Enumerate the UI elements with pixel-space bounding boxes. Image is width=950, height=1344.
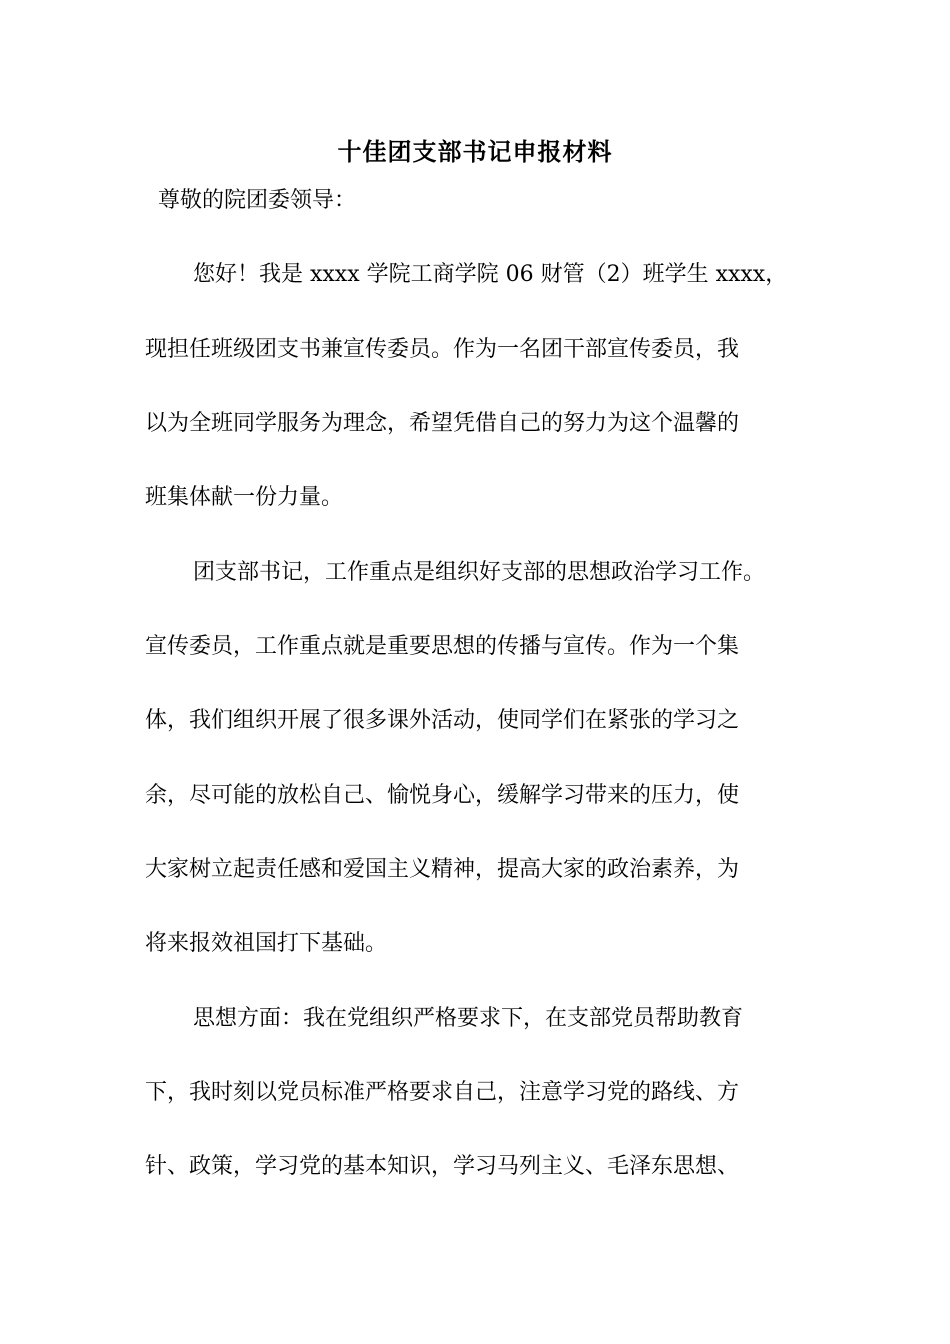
paragraph-line: 思想方面：我在党组织严格要求下，在支部党员帮助教育 <box>193 1006 744 1031</box>
paragraph-line: 余，尽可能的放松自己、愉悦身心，缓解学习带来的压力，使 <box>145 783 740 808</box>
paragraph-line: 现担任班级团支书兼宣传委员。作为一名团干部宣传委员，我 <box>145 337 740 362</box>
paragraph-line: 宣传委员，工作重点就是重要思想的传播与宣传。作为一个集 <box>145 634 740 659</box>
paragraph-line: 大家树立起责任感和爱国主义精神，提高大家的政治素养，为 <box>145 857 740 882</box>
paragraph-line: 您好！我是 xxxx 学院工商学院 06 财管（2）班学生 xxxx， <box>193 262 788 287</box>
paragraph-line: 体，我们组织开展了很多课外活动，使同学们在紧张的学习之 <box>145 708 740 733</box>
paragraph-line: 班集体献一份力量。 <box>145 485 344 510</box>
paragraph-line: 针、政策，学习党的基本知识，学习马列主义、毛泽东思想、 <box>145 1154 740 1179</box>
paragraph-line: 下，我时刻以党员标准严格要求自己，注意学习党的路线、方 <box>145 1080 740 1105</box>
document-title: 十佳团支部书记申报材料 <box>337 137 613 166</box>
salutation: 尊敬的院团委领导： <box>158 188 357 213</box>
paragraph-line: 团支部书记，工作重点是组织好支部的思想政治学习工作。 <box>193 560 766 585</box>
paragraph-line: 将来报效祖国打下基础。 <box>145 931 388 956</box>
paragraph-line: 以为全班同学服务为理念，希望凭借自己的努力为这个温馨的 <box>145 411 740 436</box>
